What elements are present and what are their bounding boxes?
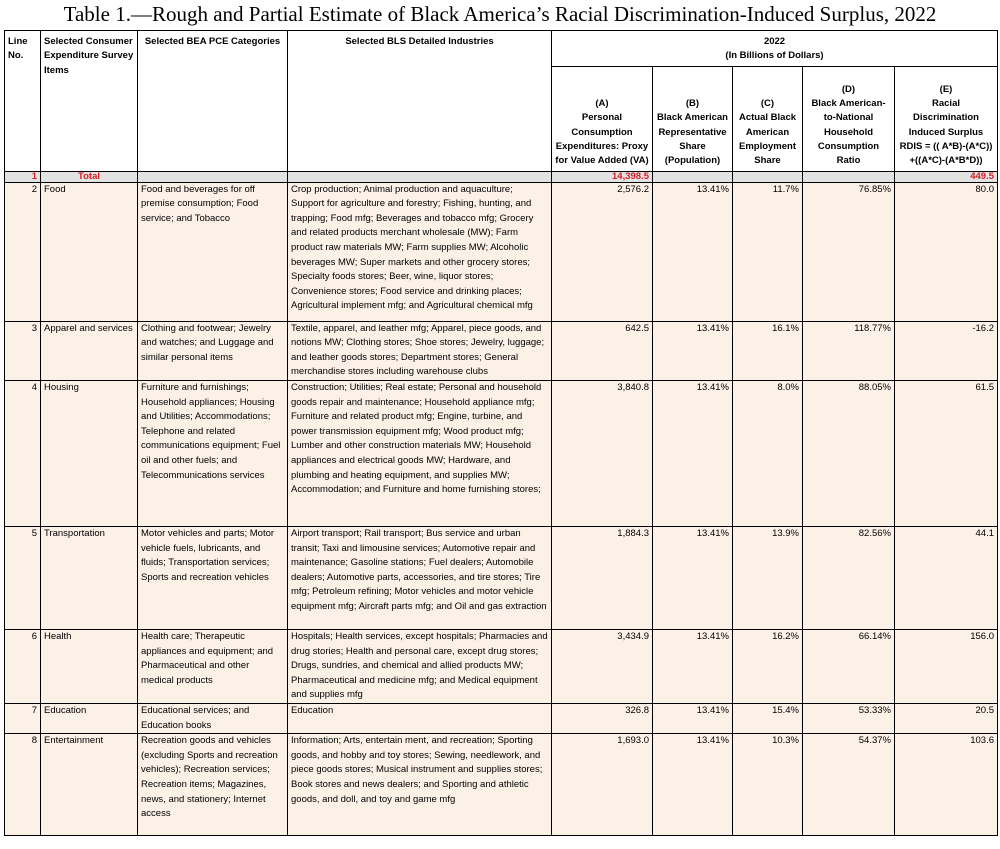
header-col-b-label: Black American Representative Share (Population) [657,112,728,167]
total-label: Total [41,171,138,182]
col-a-value: 326.8 [552,703,653,733]
table-row [5,703,998,733]
col-d-value: 53.33% [803,703,895,733]
col-d-value: 76.85% [803,182,895,321]
col-d-value: 88.05% [803,380,895,526]
col-a-value: 1,884.3 [552,526,653,629]
line-no: 4 [5,380,41,526]
col-c-value: 16.1% [733,321,803,380]
bea-category: Clothing and footwear; Jewelry and watches; and Luggage and similar personal items [138,321,288,380]
col-a-value: 3,434.9 [552,629,653,703]
total-bea [138,171,288,182]
col-e-value: 20.5 [895,703,998,733]
bea-category: Educational services; and Education books [138,703,288,733]
line-no: 7 [5,703,41,733]
header-col-d-label: Black American-to-National Household Consumption Ratio [811,98,886,167]
ces-item: Education [41,703,138,733]
col-d-value: 54.37% [803,734,895,836]
table-row [5,182,998,321]
header-col-b-letter: (B) [685,98,700,110]
col-e-value: 44.1 [895,526,998,629]
col-c-value: 16.2% [733,629,803,703]
line-no: 2 [5,182,41,321]
col-b-value: 13.41% [653,380,733,526]
header-col-a-letter: (A) [595,98,609,110]
col-b-value: 13.41% [653,321,733,380]
bls-industries: Airport transport; Rail transport; Bus service and urban transit; Taxi and limousine services; Automotive repair and maintenance; Gasoline stations; Fuel dealers; Automobile dealers; Automotive parts, accessories, and tire stores; Tire mfg; Petroleum refining; Motor vehicles and motor vehicle equipment mfg; Aircraft parts mfg; and Oil and gas extraction [288,526,552,629]
rdis-table [4,30,998,836]
col-b-value: 13.41% [653,703,733,733]
bls-industries: Education [288,703,552,733]
bea-category: Motor vehicles and parts; Motor vehicle fuels, lubricants, and fluids; Transportation services; Sports and recreation vehicles [138,526,288,629]
col-a-value: 1,693.0 [552,734,653,836]
ces-item: Apparel and services [41,321,138,380]
header-col-c-label: Actual Black American Employment Share [738,112,797,167]
total-row [5,171,998,182]
col-e-value: 61.5 [895,380,998,526]
table-row [5,629,998,703]
table-row [5,526,998,629]
header-line-no: Line No. [5,31,41,172]
bls-industries: Textile, apparel, and leather mfg; Apparel, piece goods, and notions MW; Clothing stores; Shoe stores; Jewelry, luggage; and leather goods stores; Department stores; General merchandise stores including warehouse clubs [288,321,552,380]
total-col-d [803,171,895,182]
line-no: 3 [5,321,41,380]
table-row [5,321,998,380]
total-line: 1 [5,171,41,182]
ces-item: Housing [41,380,138,526]
col-b-value: 13.41% [653,629,733,703]
col-c-value: 8.0% [733,380,803,526]
col-e-value: 103.6 [895,734,998,836]
col-e-value: -16.2 [895,321,998,380]
col-b-value: 13.41% [653,182,733,321]
col-c-value: 13.9% [733,526,803,629]
header-col-c-letter: (C) [760,98,775,110]
col-b-value: 13.41% [653,734,733,836]
header-bls-industries: Selected BLS Detailed Industries [288,31,552,172]
ces-item: Entertainment [41,734,138,836]
col-d-value: 118.77% [803,321,895,380]
line-no: 5 [5,526,41,629]
header-col-a-label: Personal Consumption Expenditures: Proxy for Value Added (VA) [555,112,649,167]
col-d-value: 82.56% [803,526,895,629]
table-row [5,380,998,526]
header-year: 2022 [763,36,786,47]
header-col-e-label: Racial Discrimination Induced Surplus RDIS = (( A*B)-(A*C)) +((A*C)-(A*B*D)) [899,98,993,167]
header-units: (In Billions of Dollars) [725,50,824,62]
col-e-value: 80.0 [895,182,998,321]
ces-item: Transportation [41,526,138,629]
bea-category: Food and beverages for off premise consumption; Food service; and Tobacco [138,182,288,321]
total-col-b [653,171,733,182]
bea-category: Furniture and furnishings; Household appliances; Housing and Utilities; Accommodations; Telephone and related communications equipment; Fuel oil and other fuels; and Telecommunications services [138,380,288,526]
bls-industries: Hospitals; Health services, except hospitals; Pharmacies and drug stories; Health and personal care, except drug stores; Drugs, sundries, and chemical and allied products MW; Pharmaceutical and medicine mfg; and Medical equipment and supplies mfg [288,629,552,703]
col-c-value: 11.7% [733,182,803,321]
header-col-c [733,66,803,171]
line-no: 8 [5,734,41,836]
header-col-e-letter: (E) [939,83,953,95]
header-ces-items: Selected Consumer Expenditure Survey Items [41,31,138,172]
bls-industries: Construction; Utilities; Real estate; Personal and household goods repair and maintenance; Household appliance mfg; Furniture and related product mfg; Engine, turbine, and power transmission equipment mfg; Wood product mfg; Lumber and other construction materials MW; Household appliances and electrical goods MW; Hardware, and plumbing and heating equipment, and supplies MW; Accommodation; and Furniture and home furnishing stores; [288,380,552,526]
col-a-value: 642.5 [552,321,653,380]
header-col-a [552,66,653,171]
table-row [5,734,998,836]
col-d-value: 66.14% [803,629,895,703]
col-a-value: 3,840.8 [552,380,653,526]
col-c-value: 10.3% [733,734,803,836]
col-a-value: 2,576.2 [552,182,653,321]
bls-industries: Crop production; Animal production and aquaculture; Support for agriculture and forestry; Fishing, hunting, and trapping; Food mfg; Beverages and tobacco mfg; Grocery and related products merchant wholesale (MW); Farm product raw materials MW; Farm supplies MW; Alcoholic beverages MW; Super markets and other grocery stores; Specialty foods stores; Beer, wine, liquor stores; Convenience stores; Food service and drinking places; Agricultural implement mfg; and Agricultural chemical mfg [288,182,552,321]
col-b-value: 13.41% [653,526,733,629]
header-year-group [552,31,998,67]
line-no: 6 [5,629,41,703]
bls-industries: Information; Arts, entertain ment, and recreation; Sporting goods, and hobby and toy stores; Sewing, needlework, and piece goods stores; Musical instrument and supplies stores; Book stores and news dealers; and Sporting and athletic goods, and doll, and toy and game mfg [288,734,552,836]
ces-item: Food [41,182,138,321]
header-col-d-letter: (D) [841,83,856,95]
ces-item: Health [41,629,138,703]
total-col-c [733,171,803,182]
col-e-value: 156.0 [895,629,998,703]
total-col-a: 14,398.5 [552,171,653,182]
total-col-e: 449.5 [895,171,998,182]
header-col-d [803,66,895,171]
bea-category: Recreation goods and vehicles (excluding Sports and recreation vehicles); Recreation services; Recreation items; Magazines, news, and stationery; Internet access [138,734,288,836]
header-col-e [895,66,998,171]
total-bls [288,171,552,182]
header-bea-pce: Selected BEA PCE Categories [138,31,288,172]
bea-category: Health care; Therapeutic appliances and equipment; and Pharmaceutical and other medical products [138,629,288,703]
table-title: Table 1.—Rough and Partial Estimate of Black America’s Racial Discrimination-Induced Surplus, 2022 [63,2,937,26]
col-c-value: 15.4% [733,703,803,733]
header-col-b [653,66,733,171]
